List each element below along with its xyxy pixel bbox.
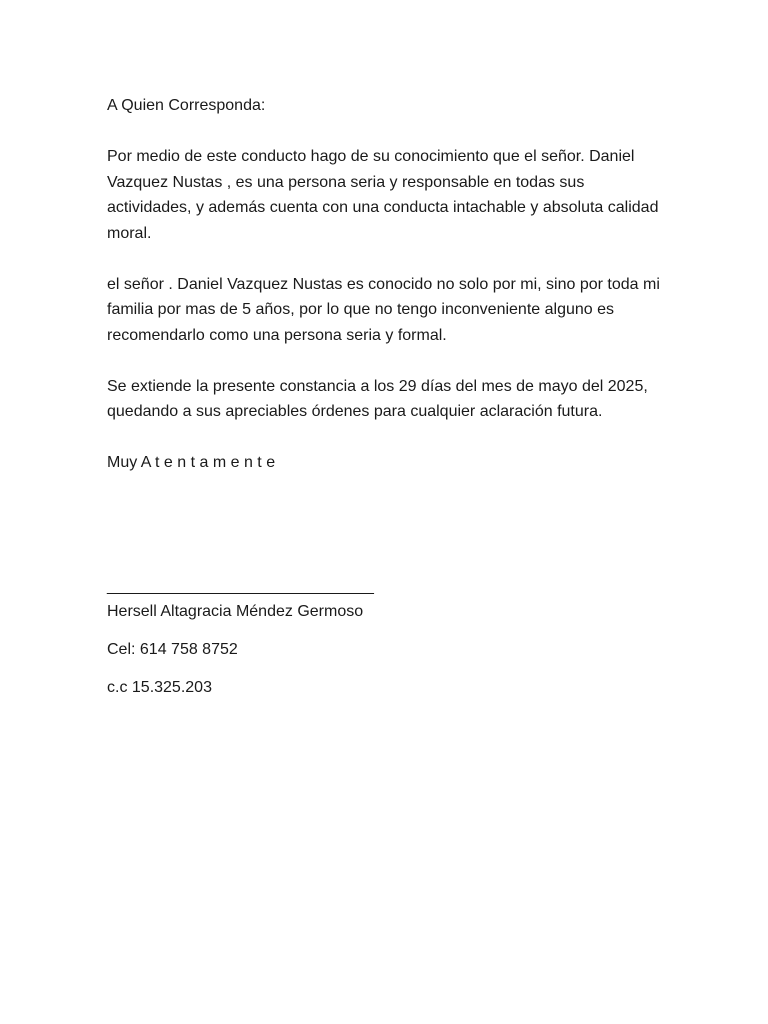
- paragraph-2-line: el señor . Daniel Vazquez Nustas es conocido no solo por mi, sino por toda mi: [107, 275, 660, 293]
- paragraph-3: [107, 374, 667, 425]
- paragraph-3-line: Se extiende la presente constancia a los 29 días del mes de mayo del 2025,: [107, 377, 648, 395]
- signer-phone: Cel: 614 758 8752: [107, 641, 238, 658]
- paragraph-1-line: Vazquez Nustas , es una persona seria y responsable en todas sus: [107, 173, 585, 191]
- paragraph-1-line: Por medio de este conducto hago de su conocimiento que el señor. Daniel: [107, 148, 635, 165]
- paragraph-3-line: quedando a sus apreciables órdenes para cualquier aclaración futura.: [107, 403, 603, 420]
- paragraph-1-line: moral.: [107, 224, 152, 242]
- letter-body: [107, 93, 667, 476]
- paragraph-2-line: familia por mas de 5 años, por lo que no tengo inconveniente alguno es: [107, 301, 615, 318]
- signer-name: Hersell Altagracia Méndez Germoso: [107, 603, 364, 620]
- signer-id: c.c 15.325.203: [107, 679, 212, 696]
- paragraph-1-line: actividades, y además cuenta con una conducta intachable y absoluta calidad: [107, 199, 659, 216]
- signature-block: [107, 574, 507, 700]
- paragraph-2: [107, 272, 667, 349]
- signature-line: ______________________________: [107, 578, 374, 595]
- paragraph-1: [107, 144, 667, 246]
- salutation: A Quien Corresponda:: [107, 97, 266, 114]
- closing: Muy A t e n t a m e n t e: [107, 454, 276, 471]
- paragraph-2-line: recomendarlo como una persona seria y formal.: [107, 326, 447, 344]
